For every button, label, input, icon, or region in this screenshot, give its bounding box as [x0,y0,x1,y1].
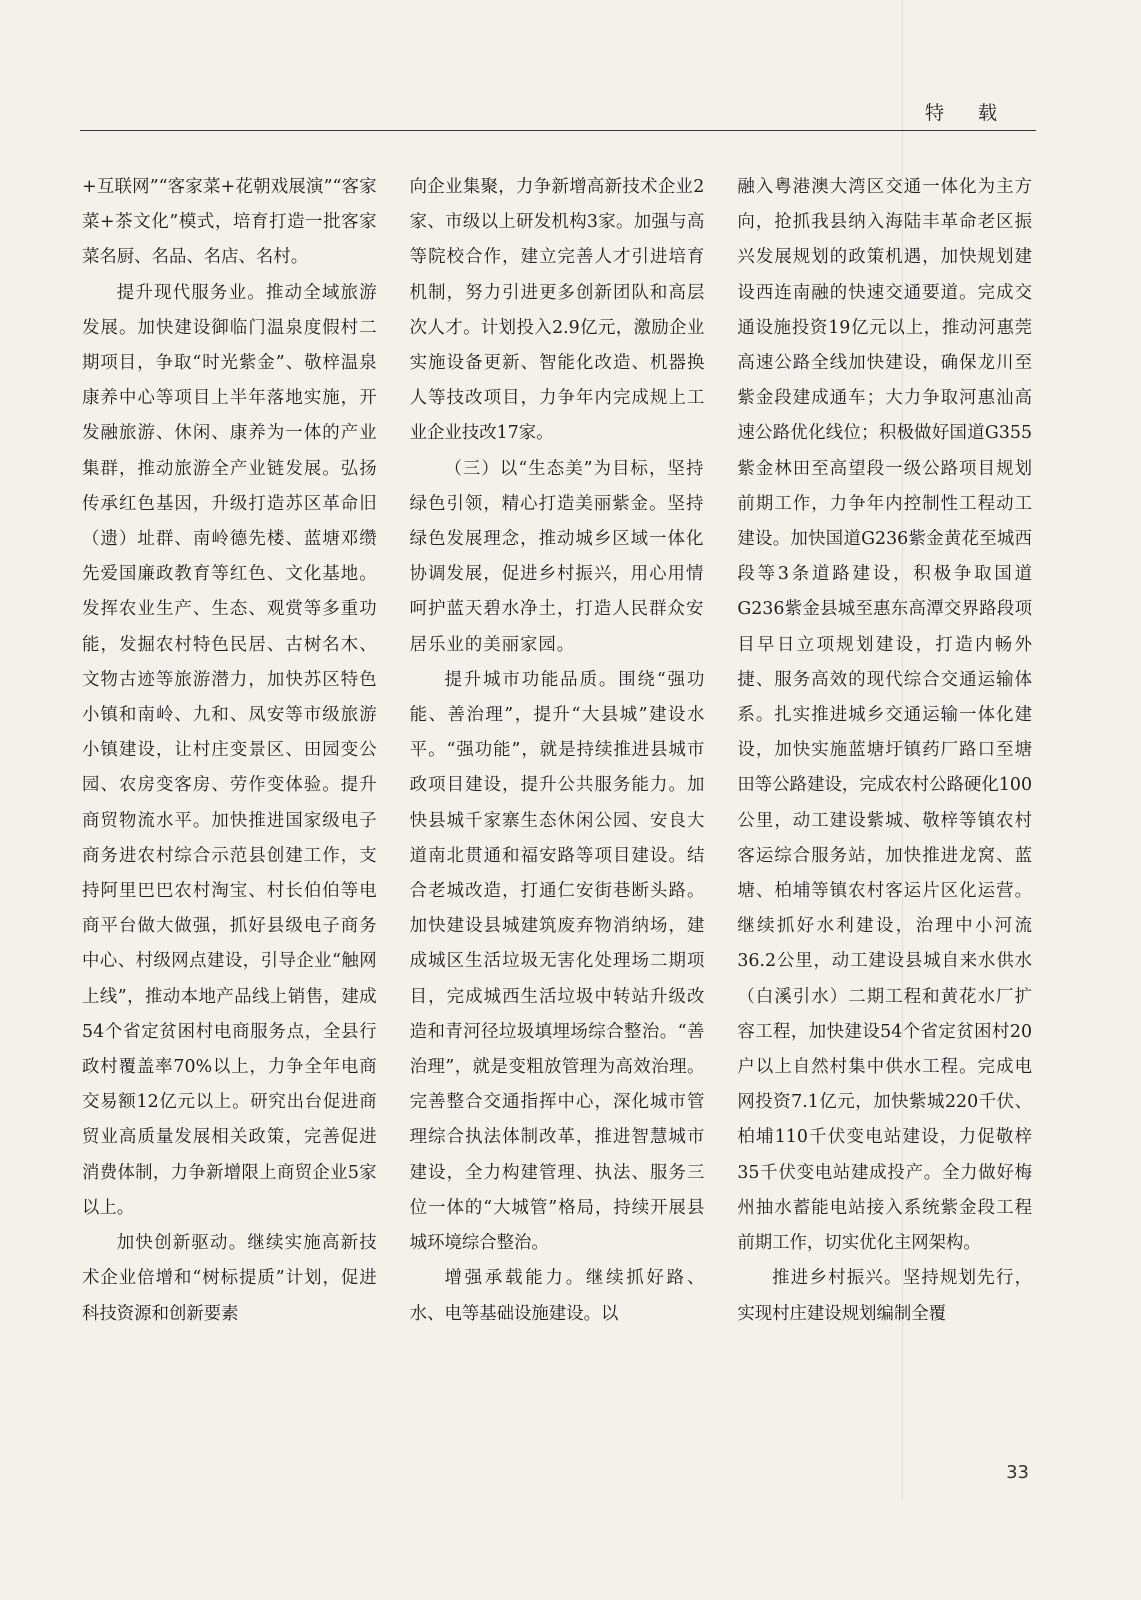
column-1 [82,170,377,1450]
paragraph: 加快创新驱动。继续实施高新技术企业倍增和“树标提质”计划，促进科技资源和创新要素 [82,1233,377,1324]
paragraph: 融入粤港澳大湾区交通一体化为主方向，抢抓我县纳入海陆丰革命老区振兴发展规划的政策机遇，加快规划建设西连南融的快速交通要道。完成交通设施投资19亿元以上，推动河惠莞高速公路全线加快建设，确保龙川至紫金段建成通车；大力争取河惠汕高速公路优化线位；积极做好国道G355紫金林田至高望段一级公路项目规划前期工作，力争年内控制性工程动工建设。加快国道G236紫金黄花至城西段等3条道路建设，积极争取国道G236紫金县城至惠东高潭交界路段项目早日立项规划建设，打造内畅外捷、服务高效的现代综合交通运输体系。扎实推进城乡交通运输一体化建设，加快实施蓝塘圩镇药厂路口至塘田等公路建设，完成农村公路硬化100公里，动工建设紫城、敬梓等镇农村客运综合服务站，加快推进龙窝、蓝塘、柏埔等镇农村客运片区化运营。继续抓好水利建设，治理中小河流36.2公里，动工建设县城自来水供水（白溪引水）二期工程和黄花水厂扩容工程，加快建设54个省定贫困村20户以上自然村集中供水工程。完成电网投资7.1亿元，加快紫城220千伏、柏埔110千伏变电站建设，力促敬梓35千伏变电站建成投产。全力做好梅州抽水蓄能电站接入系统紫金段工程前期工作，切实优化主网架构。 [737,177,1033,1254]
paragraph: 推进乡村振兴。坚持规划先行，实现村庄建设规划编制全覆 [737,1268,1033,1324]
header-rule [80,130,1036,131]
paragraph: 提升城市功能品质。围绕“强功能、善治理”，提升“大县城”建设水平。“强功能”，就是持续推进县城市政项目建设，提升公共服务能力。加快县城千家寨生态休闲公园、安良大道南北贯通和福安路等项目建设。结合老城改造，打通仁安街巷断头路。加快建设县城建筑废弃物消纳场，建成城区生活垃圾无害化处理场二期项目，完成城西生活垃圾中转站升级改造和青河径垃圾填埋场综合整治。“善治理”，就是变粗放管理为高效治理。完善整合交通指挥中心，深化城市管理综合执法体制改革，推进智慧城市建设，全力构建管理、执法、服务三位一体的“大城管”格局，持续开展县城环境综合整治。 [409,669,705,1254]
page-number: 33 [1006,1462,1029,1483]
text-columns [82,170,1032,1450]
column-3 [737,170,1032,1450]
section-label: 特 载 [924,102,1011,124]
paragraph: +互联网”“客家菜+花朝戏展演”“客家菜+茶文化”模式，培育打造一批客家菜名厨、名品、名店、名村。 [82,177,377,268]
paragraph: 增强承载能力。继续抓好路、水、电等基础设施建设。以 [409,1268,705,1324]
paragraph: 提升现代服务业。推动全域旅游发展。加快建设御临门温泉度假村二期项目，争取“时光紫金”、敬梓温泉康养中心等项目上半年落地实施，开发融旅游、休闲、康养为一体的产业集群，推动旅游全产业链发展。弘扬传承红色基因，升级打造苏区革命旧（遗）址群、南岭德先楼、蓝塘邓缵先爱国廉政教育等红色、文化基地。发挥农业生产、生态、观赏等多重功能，发掘农村特色民居、古树名木、文物古迹等旅游潜力，加快苏区特色小镇和南岭、九和、凤安等市级旅游小镇建设，让村庄变景区、田园变公园、农房变客房、劳作变体验。提升商贸物流水平。加快推进国家级电子商务进农村综合示范县创建工作，支持阿里巴巴农村淘宝、村长伯伯等电商平台做大做强，抓好县级电子商务中心、村级网点建设，引导企业“触网上线”，推动本地产品线上销售，建成54个省定贫困村电商服务点，全县行政村覆盖率70%以上，力争全年电商交易额12亿元以上。研究出台促进商贸业高质量发展相关政策，完善促进消费体制，力争新增限上商贸企业5家以上。 [82,282,377,1218]
paragraph: 向企业集聚，力争新增高新技术企业2家、市级以上研发机构3家。加强与高等院校合作，建立完善人才引进培育机制，努力引进更多创新团队和高层次人才。计划投入2.9亿元，激励企业实施设备更新、智能化改造、机器换人等技改项目，力争年内完成规上工业企业技改17家。 [409,177,705,444]
section-heading-paragraph: （三）以“生态美”为目标，坚持绿色引领，精心打造美丽紫金。坚持绿色发展理念，推动城乡区域一体化协调发展，促进乡村振兴，用心用情呵护蓝天碧水净土，打造人民群众安居乐业的美丽家园。 [409,458,705,655]
column-2 [410,170,705,1450]
